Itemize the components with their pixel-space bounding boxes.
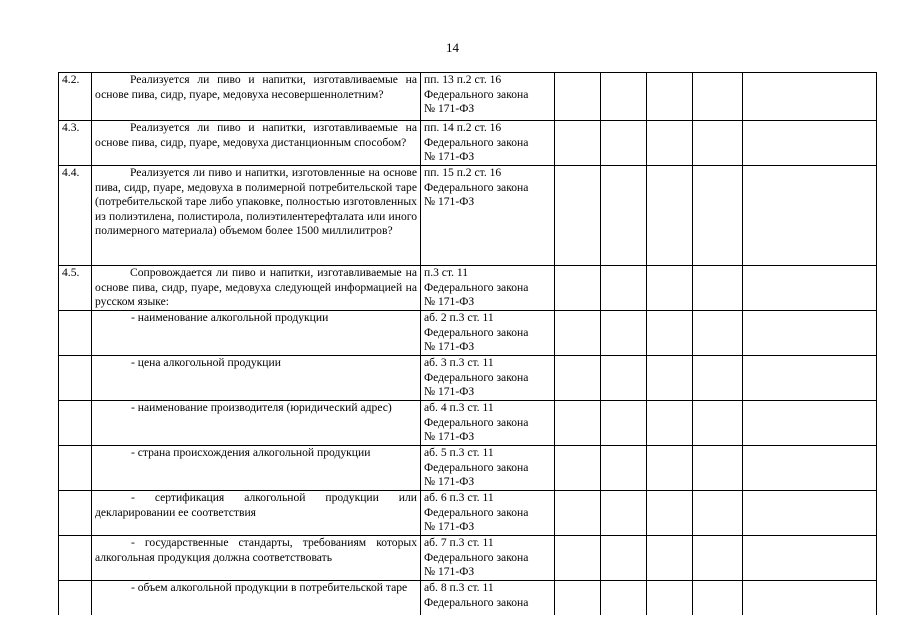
answer-cell (743, 401, 877, 446)
answer-cell (647, 356, 693, 401)
question-cell (92, 121, 421, 166)
reference-line: Федерального закона (424, 370, 529, 384)
legal-reference-cell (421, 121, 555, 166)
answer-cell (555, 311, 601, 356)
reference-line: аб. 7 п.3 ст. 11 (424, 536, 494, 549)
reference-line: Федерального закона (424, 505, 529, 519)
reference-line: № 171-ФЗ (424, 295, 475, 308)
answer-cell (555, 446, 601, 491)
answer-cell (647, 536, 693, 581)
table-row (59, 491, 877, 536)
answer-cell (693, 536, 743, 581)
reference-line: аб. 8 п.3 ст. 11 (424, 581, 494, 594)
question-line: - цена алкогольной продукции (131, 356, 281, 369)
legal-reference-cell (421, 266, 555, 311)
question-line: адрес) (360, 401, 392, 414)
reference-line: аб. 2 п.3 ст. 11 (424, 311, 494, 324)
question-line: - наименование производителя (юридический (131, 401, 358, 414)
question-cell (92, 581, 421, 615)
question-line: следующей информацией на русском языке: (95, 280, 418, 308)
reference-line: № 171-ФЗ (424, 195, 475, 208)
question-line: декларировании ее соответствия (95, 505, 257, 519)
question-line: на основе пива, сидр, пуаре, медовуха (95, 73, 417, 101)
legal-reference-cell (421, 536, 555, 581)
reference-line: № 171-ФЗ (424, 565, 475, 578)
reference-line: аб. 6 п.3 ст. 11 (424, 491, 494, 504)
question-line: полистирола, полиэтилентерефталата или иного (177, 209, 418, 223)
reference-line: пп. 13 п.2 ст. 16 (424, 73, 502, 86)
reference-line: Федерального закона (424, 325, 529, 339)
answer-cell (601, 536, 647, 581)
answer-cell (601, 401, 647, 446)
answer-cell (555, 401, 601, 446)
answer-cell (601, 491, 647, 536)
reference-line: аб. 5 п.3 ст. 11 (424, 446, 494, 459)
reference-line: Федерального закона (424, 415, 529, 429)
question-line: - страна происхождения алкогольной продукции (131, 446, 371, 459)
answer-cell (647, 491, 693, 536)
table-row (59, 581, 877, 615)
answer-cell (647, 121, 693, 166)
answer-cell (693, 121, 743, 166)
answer-cell (743, 73, 877, 121)
question-line: способом? (353, 135, 407, 149)
legal-reference-cell (421, 401, 555, 446)
answer-cell (555, 581, 601, 615)
answer-cell (693, 266, 743, 311)
answer-cell (555, 121, 601, 166)
question-line: Реализуется ли пиво и напитки, изготавливаемые (130, 121, 398, 134)
question-line: на основе пива, сидр, пуаре, медовуха дистанционным (95, 121, 417, 149)
question-line: которых алкогольная продукция должна соответствовать (95, 536, 417, 564)
question-line: таре (385, 581, 408, 594)
answer-cell (647, 266, 693, 311)
table-row (59, 73, 877, 121)
question-cell (92, 536, 421, 581)
answer-cell (693, 166, 743, 266)
answer-cell (601, 121, 647, 166)
answer-cell (743, 311, 877, 356)
answer-cell (555, 166, 601, 266)
answer-cell (647, 73, 693, 121)
question-line: Реализуется ли пиво и напитки, изготавливаемые (130, 73, 398, 86)
reference-line: аб. 3 п.3 ст. 11 (424, 356, 494, 369)
answer-cell (555, 356, 601, 401)
reference-line: Федерального закона (424, 135, 529, 149)
answer-cell (693, 311, 743, 356)
answer-cell (743, 491, 877, 536)
reference-line: № 171-ФЗ (424, 430, 475, 443)
answer-cell (647, 581, 693, 615)
answer-cell (647, 401, 693, 446)
answer-cell (743, 581, 877, 615)
answer-cell (743, 536, 877, 581)
question-line: - наименование алкогольной продукции (131, 311, 329, 324)
table-row (59, 266, 877, 311)
item-number: 4.4. (59, 166, 92, 266)
answer-cell (743, 121, 877, 166)
answer-cell (693, 491, 743, 536)
answer-cell (555, 73, 601, 121)
question-cell (92, 266, 421, 311)
item-number (59, 311, 92, 356)
question-line: миллилитров? (321, 224, 393, 237)
answer-cell (693, 401, 743, 446)
answer-cell (743, 356, 877, 401)
question-line: упаковке, полностью изготовленных из полиэтилена, (95, 195, 417, 223)
table-row (59, 446, 877, 491)
legal-reference-cell (421, 73, 555, 121)
answer-cell (555, 266, 601, 311)
question-line: потребительской таре (потребительской таре либо (95, 180, 417, 208)
item-number (59, 356, 92, 401)
table-row (59, 536, 877, 581)
answer-cell (647, 311, 693, 356)
reference-line: Федерального закона (424, 87, 529, 101)
table-row (59, 121, 877, 166)
answer-cell (601, 581, 647, 615)
legal-reference-cell (421, 356, 555, 401)
table-row (59, 311, 877, 356)
reference-line: Федерального закона (424, 460, 529, 474)
table-row (59, 166, 877, 266)
item-number (59, 581, 92, 615)
table-row (59, 356, 877, 401)
reference-line: Федерального закона (424, 550, 529, 564)
question-cell (92, 356, 421, 401)
question-cell (92, 491, 421, 536)
answer-cell (601, 266, 647, 311)
answer-cell (693, 73, 743, 121)
answer-cell (601, 73, 647, 121)
question-cell (92, 311, 421, 356)
answer-cell (555, 536, 601, 581)
legal-reference-cell (421, 311, 555, 356)
table-row (59, 401, 877, 446)
reference-line: п.3 ст. 11 (424, 266, 469, 279)
answer-cell (601, 166, 647, 266)
answer-cell (601, 446, 647, 491)
answer-cell (743, 446, 877, 491)
answer-cell (743, 166, 877, 266)
item-number (59, 536, 92, 581)
reference-line: № 171-ФЗ (424, 385, 475, 398)
answer-cell (693, 581, 743, 615)
checklist-table (58, 72, 877, 615)
question-line: основе пива, сидр, пуаре, медовуха в полимерной (95, 166, 417, 194)
reference-line: № 171-ФЗ (424, 340, 475, 353)
answer-cell (693, 446, 743, 491)
legal-reference-cell (421, 446, 555, 491)
reference-line: № 171-ФЗ (424, 520, 475, 533)
answer-cell (743, 266, 877, 311)
question-cell (92, 401, 421, 446)
page-number: 14 (446, 40, 459, 55)
reference-line: пп. 14 п.2 ст. 16 (424, 121, 502, 134)
item-number (59, 401, 92, 446)
question-cell (92, 446, 421, 491)
reference-line: № 171-ФЗ (424, 475, 475, 488)
reference-line: пп. 15 п.2 ст. 16 (424, 166, 502, 179)
legal-reference-cell (421, 581, 555, 615)
legal-reference-cell (421, 491, 555, 536)
answer-cell (647, 166, 693, 266)
answer-cell (601, 311, 647, 356)
item-number (59, 491, 92, 536)
item-number: 4.2. (59, 73, 92, 121)
question-line: Реализуется ли пиво и напитки, изготовленные на (130, 166, 380, 179)
answer-cell (693, 356, 743, 401)
reference-line: Федерального закона (424, 595, 529, 609)
question-line: - государственные стандарты, требованиям (131, 536, 367, 549)
question-line: полимерного материала) объемом более 1500 (95, 224, 319, 237)
reference-line: аб. 4 п.3 ст. 11 (424, 401, 494, 414)
legal-reference-cell (421, 166, 555, 266)
reference-line: Федерального закона (424, 180, 529, 194)
question-line: изготавливаемые на основе пива, сидр, пуаре, медовуха (95, 266, 417, 294)
question-line: - объем алкогольной продукции в потребительской (131, 581, 383, 594)
item-number: 4.3. (59, 121, 92, 166)
reference-line: № 171-ФЗ (424, 150, 475, 163)
answer-cell (555, 491, 601, 536)
reference-line: № 171-ФЗ (424, 102, 475, 115)
question-line: несовершеннолетним? (271, 87, 384, 101)
reference-line: Федерального закона (424, 280, 529, 294)
item-number (59, 446, 92, 491)
question-cell (92, 166, 421, 266)
answer-cell (601, 356, 647, 401)
question-line: Сопровождается ли пиво и напитки, (130, 266, 314, 279)
item-number: 4.5. (59, 266, 92, 311)
answer-cell (647, 446, 693, 491)
question-cell (92, 73, 421, 121)
question-line: - сертификация алкогольной продукции или (131, 491, 417, 504)
